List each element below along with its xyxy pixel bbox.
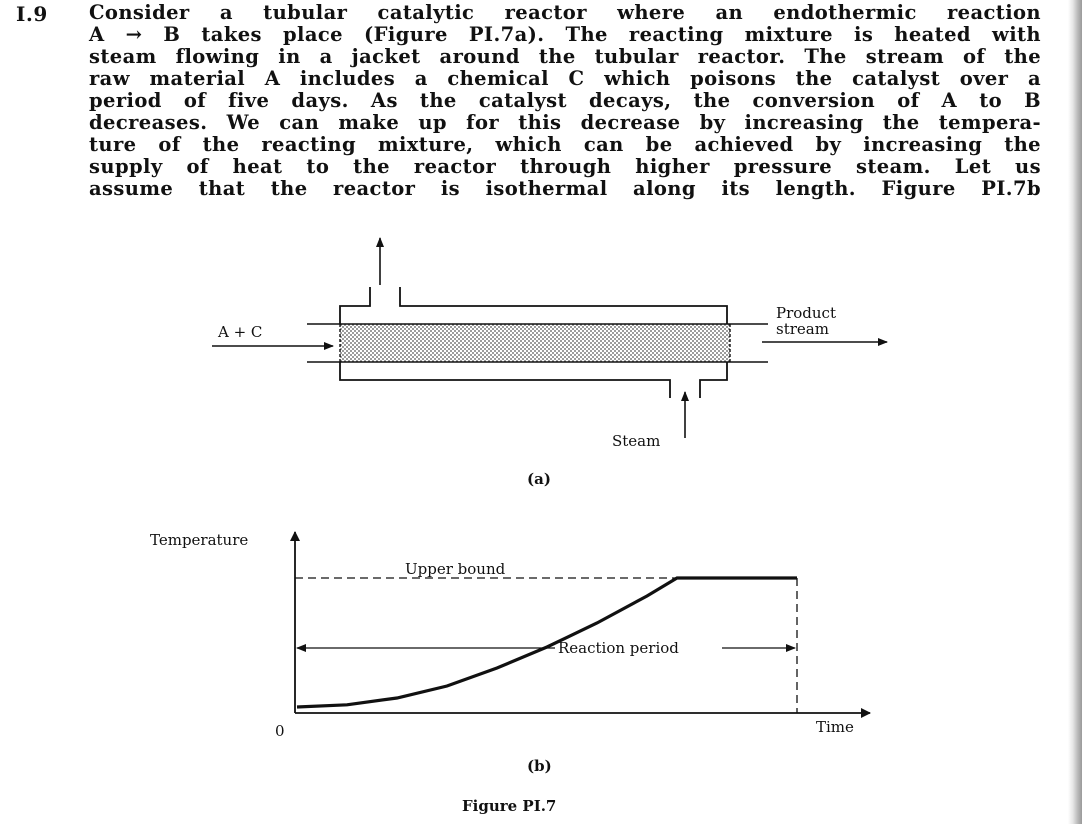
- problem-line: assume that the reactor is isothermal along its length. Figure PI.7b: [89, 177, 1041, 200]
- problem-line: period of five days. As the catalyst decays, the conversion of A to B: [89, 89, 1041, 112]
- reaction-period-label: Reaction period: [558, 639, 679, 657]
- problem-line: supply of heat to the reactor through higher pressure steam. Let us: [89, 155, 1041, 178]
- y-axis-label: Temperature: [150, 531, 249, 549]
- product-label: Product: [776, 304, 836, 322]
- problem-number: I.9: [16, 2, 48, 26]
- steam-label: Steam: [612, 432, 661, 450]
- problem-line: ture of the reacting mixture, which can be achieved by increasing the: [89, 133, 1041, 156]
- problem-line: Consider a tubular catalytic reactor where an endothermic reaction: [89, 1, 1041, 24]
- temperature-curve: [297, 578, 797, 707]
- product-label-line2: stream: [776, 320, 829, 338]
- problem-line: steam flowing in a jacket around the tubular reactor. The stream of the: [89, 45, 1041, 68]
- problem-line: A → B takes place (Figure PI.7a). The reacting mixture is heated with: [89, 23, 1041, 46]
- problem-line: raw material A includes a chemical C which poisons the catalyst over a: [89, 67, 1041, 90]
- x-axis-label: Time: [816, 718, 854, 736]
- inlet-label: A + C: [218, 323, 263, 341]
- upper-bound-label: Upper bound: [405, 560, 506, 578]
- problem-line: decreases. We can make up for this decrease by increasing the tempera-: [89, 111, 1041, 134]
- figure-caption: Figure PI.7: [462, 797, 557, 815]
- origin-label: 0: [275, 722, 285, 740]
- caption-b: (b): [527, 757, 552, 775]
- caption-a: (a): [527, 470, 551, 488]
